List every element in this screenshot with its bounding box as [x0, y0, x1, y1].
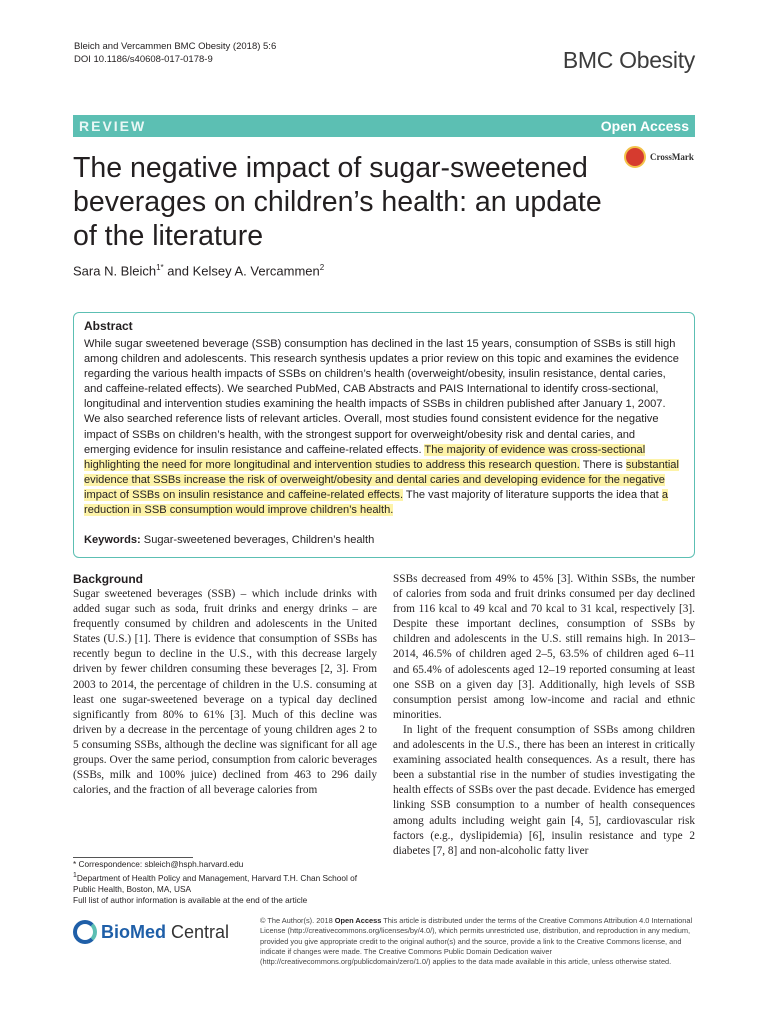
logo-text-regular: Central	[166, 922, 230, 942]
biomed-central-logo[interactable]	[73, 918, 233, 950]
citation: Bleich and Vercammen BMC Obesity (2018) 5:6	[74, 41, 277, 52]
license-copyright: © The Author(s). 2018	[260, 916, 335, 925]
keywords-list: Sugar-sweetened beverages, Children’s health	[140, 534, 375, 546]
article-title: The negative impact of sugar-sweetened beverages on children’s health: an update of the literature	[73, 152, 602, 252]
abstract-text	[84, 337, 684, 518]
body-column-right	[393, 572, 695, 859]
body-paragraph: In light of the frequent consumption of SSBs among children and adolescents in the U.S., there has been an interest in critically examining associated health consequences. As a result, there has been a substantial rise in the number of studies investigating the health effects of SSBs over the past decade. Evidence has emerged linking SSB consumption to a number of health consequences among adults including weight gain [4, 5], cardiovascular risk factors (e.g., dyslipidemia) [6], insulin resistance and type 2 diabetes [7, 8] and non-alcoholic fatty liver	[393, 723, 695, 857]
affiliation	[73, 870, 373, 895]
author-name[interactable]: Sara N. Bleich	[73, 263, 157, 279]
keywords	[84, 534, 374, 546]
affiliation-text: Department of Health Policy and Management, Harvard T.H. Chan School of Public Health, Boston, MA, USA	[73, 872, 358, 894]
body-paragraph: Sugar sweetened beverages (SSB) – which include drinks with added sugar such as soda, fruit drinks and energy drinks – are frequently consumed by children and adolescents in the United States (U.S.) [1]. There is evidence that consumption of SSBs has recently begun to decline in the U.S., with this decrease largely driven by fewer children consuming these beverages [2, 3]. From 2003 to 2014, the percentage of children in the U.S. consuming at least one sugar-sweetened beverage on a typical day declined significantly from 80% to 61% [3]. Much of this decline was driven by a decrease in the percentage of young children ages 2 to 5 consuming SSBs, although the decline was significant for all age groups. Over the same period, consumption from caloric beverages (SSBs, milk and 100% juice) declined from 463 to 296 daily calories, and the fraction of all beverage calories from	[73, 588, 377, 797]
article-type-banner	[73, 115, 695, 137]
open-access-label: Open Access	[600, 118, 689, 134]
correspondence[interactable]: * Correspondence: sbleich@hsph.harvard.edu	[73, 859, 244, 869]
section-heading: Background	[73, 572, 144, 586]
license-text: This article is distributed under the terms of the Creative Commons Attribution 4.0 International License (http://creativecommons.org/licenses/by/4.0/), which permits unrestricted use, distribution, and reproduction in any medium, provided you give appropriate credit to the original author(s) and the source, provide a link to the Creative Commons license, and indicate if changes were made. The Creative Commons Public Domain Dedication waiver (http://creativecommons.org/publicdomain/zero/1.0/) applies to the data made available in this article, unless otherwise stated.	[260, 916, 693, 967]
highlighted-text: The majority of evidence was cross-sectional highlighting the need for more longitudinal and intervention studies to address this research question.	[84, 443, 646, 471]
logo-text	[101, 922, 229, 943]
author-separator: and	[163, 263, 193, 279]
crossmark-label: CrossMark	[650, 152, 694, 162]
author-name[interactable]: Kelsey A. Vercammen	[192, 263, 320, 279]
footnote-divider	[73, 857, 193, 858]
author-list	[73, 263, 324, 278]
logo-text-bold: BioMed	[101, 922, 166, 942]
author-affiliation-mark: 1*	[156, 263, 164, 272]
body-paragraph: SSBs decreased from 49% to 45% [3]. Within SSBs, the number of calories from soda and fruit drinks consumed per day declined from 116 kcal to 49 kcal and 70 kcal to 31 kcal, respectively [3]. Despite these important declines, consumption of SSBs by children and adolescents in the U.S. still remains high. In 2013–2014, 46.5% of children aged 2–5, 63.5% of children aged 6–11 and 65.4% of adolescents aged 12–19 reported consuming at least one SSB on a given day [3]. Additionally, high levels of SSB consumption persist among low-income and racial and ethnic minorities.	[393, 573, 695, 721]
keywords-label: Keywords:	[84, 534, 141, 546]
biomed-central-emblem-icon	[73, 920, 97, 944]
abstract-sentence: While sugar sweetened beverage (SSB) consumption has declined in the last 15 years, consumption of SSBs is still high among children and adolescents. This research synthesis updates a prior review on this topic and examines the evidence regarding the various health impacts of SSBs on children’s health (overweight/obesity, insulin resistance, dental caries, and caffeine-related effects). We searched PubMed, CAB Abstracts and PAIS International to identify cross-sectional, longitudinal and intervention studies examining the health impacts of SSBs in children published after January 1, 2007. We also searched reference lists of relevant articles. Overall, most studies found consistent evidence for the negative impact of SSBs on children’s health, with the strongest support for overweight/obesity risk and dental caries, and emerging evidence for insulin resistance and caffeine-related effects.	[84, 338, 679, 456]
crossmark-badge[interactable]	[624, 146, 696, 170]
license-open-access: Open Access	[334, 916, 382, 925]
abstract-sentence: There is	[579, 458, 626, 471]
highlighted-text: substantial evidence that SSBs increase the risk of overweight/obesity and dental caries and developing evidence for the negative impact of SSBs on insulin resistance and caffeine-related effects.	[84, 458, 679, 501]
author-info-note: Full list of author information is available at the end of the article	[73, 894, 308, 905]
body-column-left	[73, 572, 377, 798]
footnotes	[73, 859, 373, 906]
abstract-sentence: The vast majority of literature supports the idea that	[403, 488, 662, 501]
article-type: REVIEW	[79, 118, 147, 134]
abstract-heading: Abstract	[84, 319, 133, 333]
doi: DOI 10.1186/s40608-017-0178-9	[74, 54, 213, 65]
journal-name: BMC Obesity	[562, 47, 695, 73]
highlighted-text: a reduction in SSB consumption would improve children’s health.	[84, 488, 668, 517]
article-meta	[74, 40, 276, 66]
affiliation-mark: 1	[73, 872, 77, 879]
author-affiliation-mark: 2	[319, 263, 325, 272]
abstract-box	[73, 312, 695, 558]
license-statement	[260, 916, 696, 967]
